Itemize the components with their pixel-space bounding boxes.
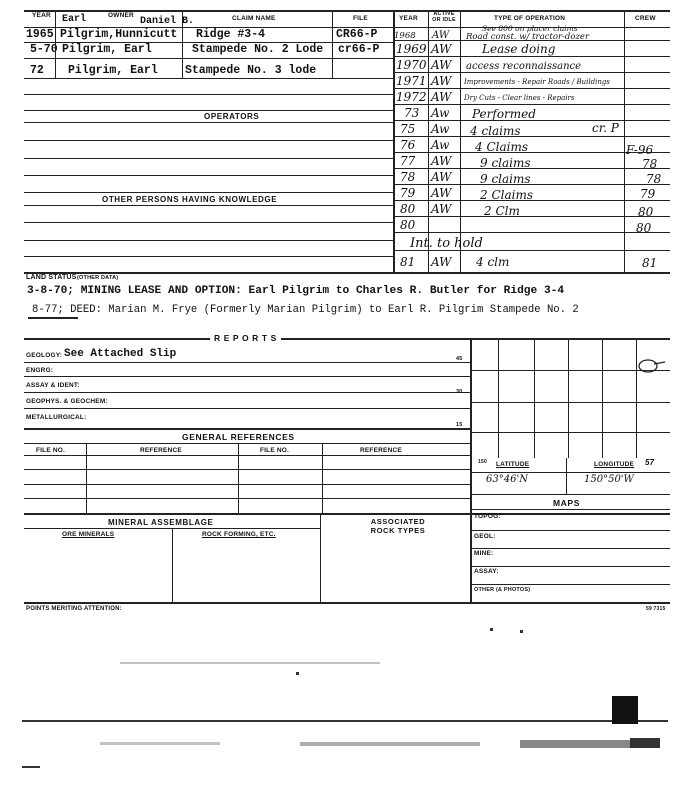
activity-year: 1971 [396,74,427,88]
row-line [470,530,670,531]
row-line [24,408,470,409]
grid-line [568,338,569,458]
row-line [24,376,470,377]
scan-noise [300,742,480,746]
row-line [24,498,470,499]
col-divider [86,443,87,513]
reports-label: GEOPHYS. & GEOCHEM: [26,398,108,405]
rock-forming-label: ROCK FORMING, ETC. [202,531,276,538]
grid-line [602,338,603,458]
activity-operation: 4 Claims [475,140,528,154]
activity-year: 1970 [396,58,427,72]
row-line [393,104,670,105]
activity-crew: 80 [638,205,654,219]
claim-name: Stampede No. 3 lode [185,64,317,77]
activity-operation: Dry Cuts - Clear lines - Repairs [464,94,575,102]
activity-status: AW [431,170,452,184]
row-line [24,256,393,257]
activity-crew: cr. P [592,121,619,135]
claim-year: 5-70 [30,43,58,56]
scan-speck [520,630,523,633]
activity-crew: 81 [642,256,658,270]
header-type-of-operation: TYPE OF OPERATION [494,15,566,22]
header-owner: OWNER [108,12,134,19]
row-line [24,392,470,393]
row-line [24,428,470,430]
activity-operation: Int. to hold [410,236,483,251]
claim-name: Stampede No. 2 Lode [192,43,324,56]
row-line [24,455,470,456]
claim-year: 1965 [26,28,54,41]
land-status-sublabel: (OTHER DATA) [77,275,119,281]
activity-year: 73 [404,106,420,120]
row-line [470,472,670,473]
col-divider [470,338,472,602]
activity-operation: 9 claims [480,156,531,170]
claim-name: Ridge #3-4 [196,28,266,41]
reports-label: METALLURGICAL: [26,414,87,421]
col-divider [566,458,567,494]
section-line [24,338,670,340]
row-line [24,175,393,176]
land-status-line-2: 8-77; DEED: Marian M. Frye (Formerly Marian Pilgrim) to Earl R. Pilgrim Stampede No. 2 [32,304,579,316]
maps-row-label: ASSAY: [474,568,499,575]
ref-col-file: FILE NO. [260,447,290,454]
land-status-line-1: 3-8-70; MINING LEASE AND OPTION: Earl Pilgrim to Charles R. Butler for Ridge 3-4 [27,285,565,297]
corner-mark: 57 [645,458,655,467]
scan-speck [22,766,40,768]
maps-row-label: TOPOG: [474,513,501,520]
col-divider [55,27,56,78]
row-line [24,469,470,470]
row-line [24,78,393,79]
col-divider [182,27,183,78]
ore-minerals-label: ORE MINERALS [62,531,115,538]
activity-crew: 78 [646,172,662,186]
activity-year: 81 [400,255,416,269]
scan-noise [520,740,630,748]
activity-year: 1972 [396,90,427,104]
row-line [24,192,393,193]
reports-label: GEOLOGY: [26,352,63,359]
ref-col-file: FILE NO. [36,447,66,454]
owner-second-name: Daniel B. [140,16,195,27]
maps-row-label: GEOL: [474,533,496,540]
row-line [470,566,670,567]
row-line [24,222,393,223]
row-line [24,110,393,111]
col-divider [238,443,239,513]
activity-year: 1969 [396,42,427,56]
row-line [393,136,670,137]
header-crew: CREW [635,15,656,22]
row-line [24,443,470,444]
col-divider [322,443,323,513]
activity-year: 80 [400,218,416,232]
activity-status: Aw [431,106,450,120]
sketch-mark-icon [636,356,666,376]
activity-year: 79 [400,186,416,200]
latitude-label: LATITUDE [496,461,530,468]
scan-speck [490,628,493,631]
ref-col-reference: REFERENCE [140,447,182,454]
scan-noise [100,742,220,745]
row-line [24,122,393,123]
row-line [393,168,670,169]
col-divider [332,10,333,78]
reports-label: ASSAY & IDENT: [26,382,80,389]
grid-line [470,432,670,433]
activity-year: 78 [400,170,416,184]
latitude-value: 63°46'N [486,474,528,485]
activity-status: AW [431,154,452,168]
claim-file: CR66-P [336,28,378,41]
activity-operation: 2 Claims [480,188,533,202]
activity-operation: Performed [472,107,536,121]
scan-noise [630,738,660,748]
reports-num: 45 [456,356,463,362]
claim-owner: Pilgrim, Earl [68,64,158,77]
row-line [470,509,670,510]
mineral-assemblage-title: MINERAL ASSEMBLAGE [108,518,214,527]
operators-label: OPERATORS [204,112,260,121]
row-line [24,484,470,485]
grid-line [470,402,670,403]
activity-year: 75 [400,122,416,136]
activity-status: AW [432,30,450,41]
activity-operation: 9 claims [480,172,531,186]
row-line [393,56,670,57]
scan-blot [612,696,638,724]
activity-year: 76 [400,138,416,152]
activity-status: AW [431,58,452,72]
header-active-idle: ACTIVE OR IDLE [432,11,456,23]
activity-status: AW [431,90,452,104]
activity-status: AW [431,42,452,56]
activity-year: 80 [400,202,416,216]
activity-operation: 4 claims [470,124,521,138]
section-line [24,513,670,515]
longitude-label: LONGITUDE [594,461,635,468]
row-line [24,158,393,159]
claim-year: 72 [30,64,44,77]
scan-noise [120,662,380,664]
claim-file: cr66-P [338,43,380,56]
form-number: 59 7315 [646,606,666,612]
activity-crew: 78 [642,157,658,171]
grid-line [498,338,499,458]
activity-status: AW [431,202,452,216]
col-divider [320,513,321,602]
activity-status: AW [431,74,452,88]
activity-operation: 4 clm [476,255,510,269]
row-line [393,88,670,89]
associated-rock-types: ASSOCIATED ROCK TYPES [370,517,426,535]
points-meriting-attention: POINTS MERITING ATTENTION: [26,606,122,612]
reports-title: R E P O R T S [210,333,281,343]
scan-speck [296,672,299,675]
header-year-2: YEAR [399,15,418,22]
activity-operation: Improvements - Repair Roads / Buildings [464,78,610,86]
activity-operation: access reconnaissance [466,61,582,72]
activity-status: AW [431,186,452,200]
row-line [393,184,670,185]
activity-operation: Lease doing [482,42,556,56]
maps-title: MAPS [553,498,580,508]
row-line [24,94,393,95]
activity-year: 1968 [394,31,416,41]
activity-crew: 79 [640,187,656,201]
header-claim-name: CLAIM NAME [232,15,276,22]
row-line [24,240,393,241]
ref-col-reference: REFERENCE [360,447,402,454]
activity-operation: Road const. w/ tractor-dozer [466,32,590,42]
section-line [24,272,670,274]
row-line [393,216,670,217]
maps-row-label: OTHER (& PHOTOS) [474,587,531,593]
scan-line [22,720,668,722]
row-line [470,584,670,585]
header-file: FILE [353,15,368,22]
reports-num: 30 [456,389,463,395]
activity-status: Aw [431,122,450,136]
geology-value: See Attached Slip [64,348,177,360]
general-references-title: GENERAL REFERENCES [182,432,295,442]
lon-extra: 150 [478,459,487,465]
row-line [470,494,670,495]
activity-status: AW [431,255,452,269]
activity-crew: F-96 [626,143,654,157]
header-year: YEAR [32,12,51,19]
grid-line [534,338,535,458]
activity-crew: 80 [636,221,652,235]
row-line [24,362,470,363]
activity-operation: 2 Clm [484,204,520,218]
other-persons-label: OTHER PERSONS HAVING KNOWLEDGE [102,195,278,204]
claim-owner: Pilgrim, Earl [62,43,152,56]
reports-num: 15 [456,422,463,428]
section-line [24,602,670,604]
land-status-label: LAND STATUS [26,274,77,281]
col-divider [55,10,56,27]
activity-year: 77 [400,154,416,168]
row-line [393,232,670,233]
longitude-value: 150°50'W [584,474,634,485]
row-line [393,72,670,73]
row-line [24,58,393,59]
underline [28,317,78,319]
col-divider [172,528,173,602]
row-line [470,548,670,549]
activity-status: Aw [431,138,450,152]
owner-first-name: Earl [62,14,87,25]
reports-label: ENGRG: [26,367,54,374]
maps-row-label: MINE: [474,550,494,557]
row-line [24,140,393,141]
row-line [24,205,393,206]
claim-owner: Pilgrim,Hunnicutt [60,28,178,41]
placer-claims-note: See 800 on placer claims [482,24,578,33]
